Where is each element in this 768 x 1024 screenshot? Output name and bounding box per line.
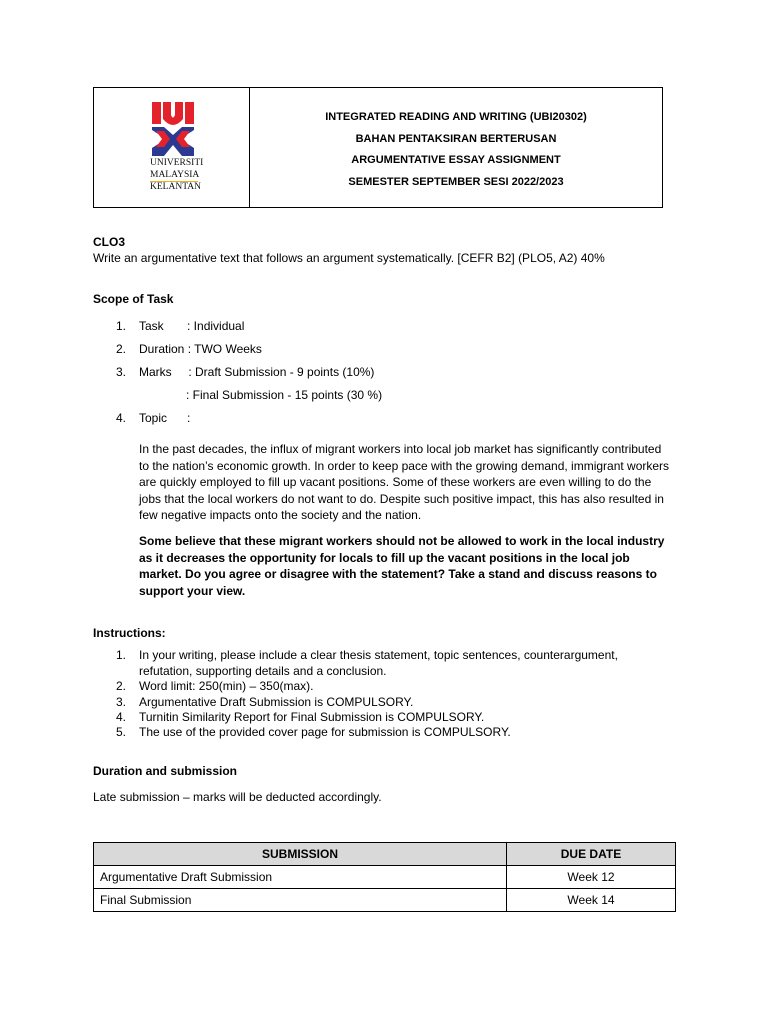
scope-item-number: 1.	[116, 319, 127, 333]
scope-item-marks: Marks : Draft Submission - 9 points (10%)	[139, 365, 375, 379]
instruction-item: In your writing, please include a clear thesis statement, topic sentences, counterargument, refutation, supporting details and a conclusion.	[139, 648, 618, 678]
logo-cell	[94, 88, 250, 207]
scope-heading: Scope of Task	[93, 292, 174, 306]
instructions-heading: Instructions:	[93, 626, 166, 640]
due-date-cell: Week 12	[507, 866, 676, 889]
instruction-item: Turnitin Similarity Report for Final Submission is COMPULSORY.	[139, 710, 485, 724]
submission-cell: Argumentative Draft Submission	[94, 866, 507, 889]
late-submission-note: Late submission – marks will be deducted accordingly.	[93, 790, 382, 804]
instruction-item: Argumentative Draft Submission is COMPULSORY.	[139, 695, 414, 709]
clo-text: Write an argumentative text that follows an argument systematically. [CEFR B2] (PLO5, A2) 40%	[93, 251, 605, 265]
scope-item-duration: Duration : TWO Weeks	[139, 342, 262, 356]
column-header-submission: SUBMISSION	[94, 843, 507, 866]
instruction-item: Word limit: 250(min) – 350(max).	[139, 679, 314, 693]
header-box	[93, 87, 663, 208]
table-row	[94, 889, 676, 912]
clo-heading: CLO3	[93, 235, 126, 249]
instruction-number: 5.	[116, 725, 127, 739]
scope-item-number: 3.	[116, 365, 127, 379]
instruction-number: 3.	[116, 695, 127, 709]
logo-wordmark	[150, 157, 204, 193]
instruction-number: 2.	[116, 679, 127, 693]
table-header-row	[94, 843, 676, 866]
assessment-type: BAHAN PENTAKSIRAN BERTERUSAN	[355, 132, 557, 145]
essay-question: Some believe that these migrant workers should not be allowed to work in the local industry as it decreases the opportunity for locals to fill up the vacant positions in the local job market. Do you agree or disagree with the statement? Take a stand and discuss reasons to support your view.	[139, 534, 665, 598]
submission-cell: Final Submission	[94, 889, 507, 912]
logo-line-kelantan: KELANTAN	[150, 182, 201, 192]
table-row	[94, 866, 676, 889]
instruction-item: The use of the provided cover page for submission is COMPULSORY.	[139, 725, 511, 739]
scope-item-number: 2.	[116, 342, 127, 356]
assignment-title: ARGUMENTATIVE ESSAY ASSIGNMENT	[351, 154, 561, 166]
instruction-number: 4.	[116, 710, 127, 724]
scope-item-number: 4.	[116, 411, 127, 425]
header-titles	[250, 88, 662, 207]
instruction-number: 1.	[116, 648, 127, 662]
semester-label: SEMESTER SEPTEMBER SESI 2022/2023	[348, 175, 564, 188]
scope-item-task: Task : Individual	[139, 319, 245, 333]
logo-line-malaysia: MALAYSIA	[150, 170, 200, 180]
course-title: INTEGRATED READING AND WRITING (UBI20302)	[325, 111, 587, 123]
column-header-due-date: DUE DATE	[507, 843, 676, 866]
scope-item-topic: Topic :	[139, 411, 191, 425]
logo-line-universiti: UNIVERSITI	[150, 158, 204, 168]
due-date-cell: Week 14	[507, 889, 676, 912]
scope-item-final-marks: : Final Submission - 15 points (30 %)	[186, 388, 383, 402]
duration-heading: Duration and submission	[93, 764, 238, 778]
topic-paragraph: In the past decades, the influx of migrant workers into local job market has significantly contributed to the nation’s economic growth. In order to keep pace with the growing demand, immigrant workers are quickly employed to fill up vacant positions. Some of these workers are even willing to do the jobs that the local workers do not want to do. Despite such positive impact, this has also resulted in few negative impacts onto the society and the nation.	[139, 442, 670, 522]
submission-table	[93, 842, 676, 912]
university-logo	[150, 101, 196, 157]
